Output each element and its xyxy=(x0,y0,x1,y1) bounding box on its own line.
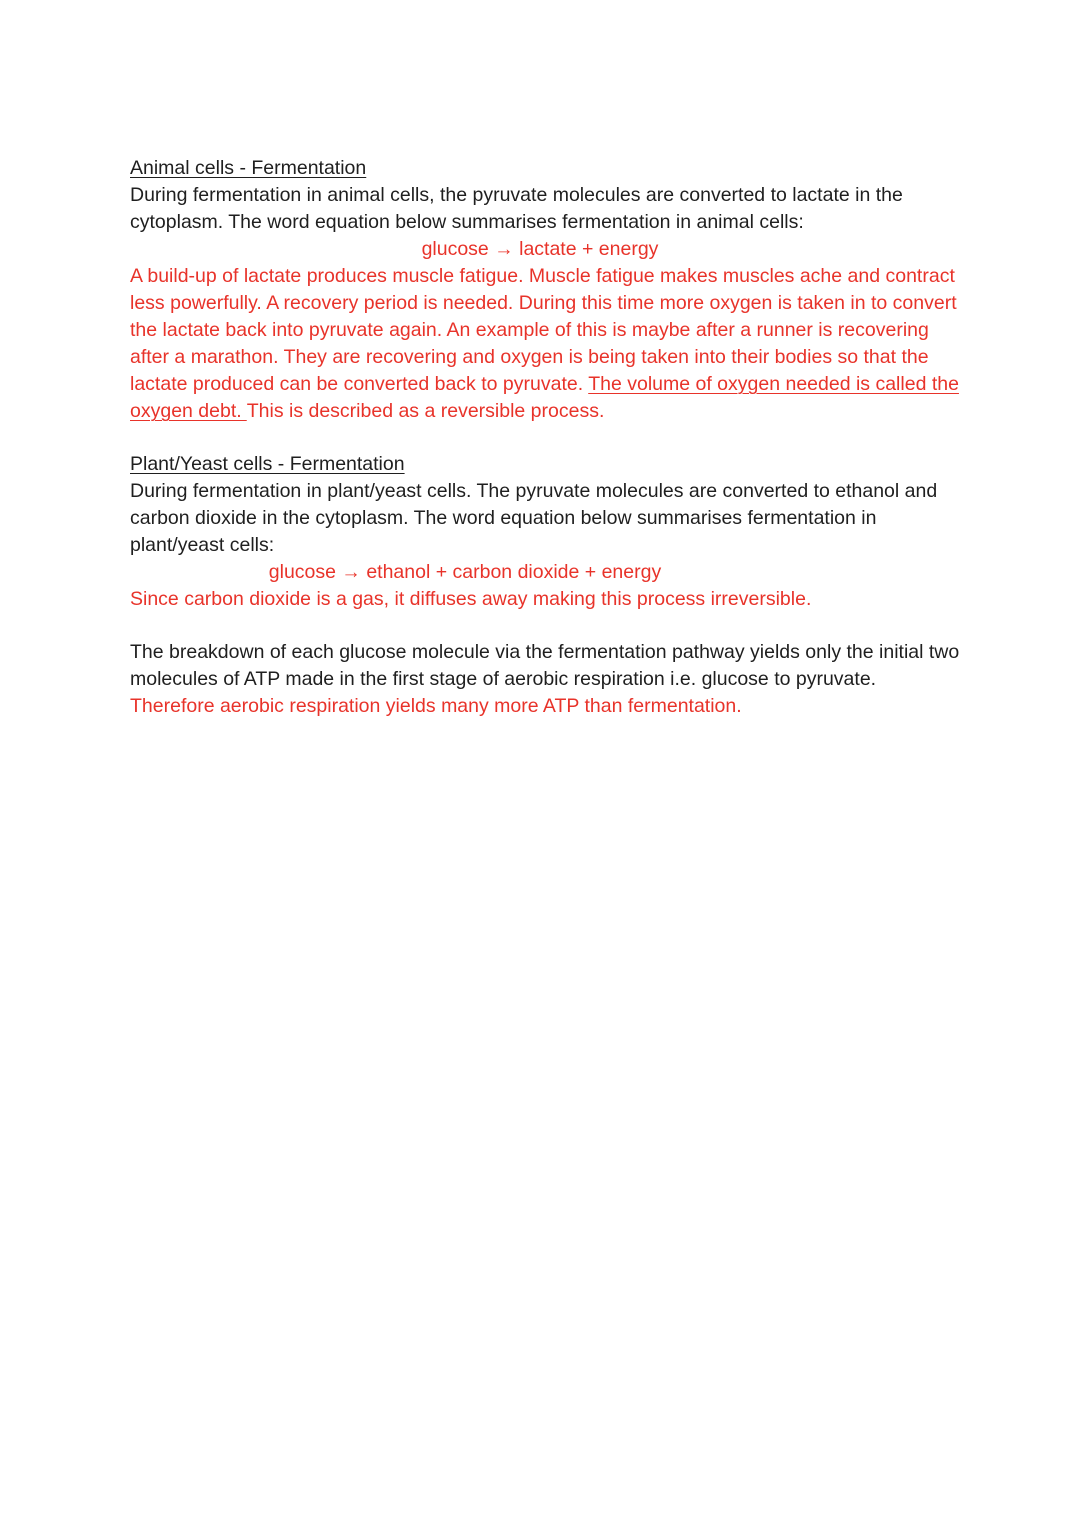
animal-section-heading: Animal cells - Fermentation xyxy=(130,157,367,179)
oxygen-debt-definition: The volume of oxygen needed is called the oxygen debt. xyxy=(130,373,959,422)
animal-intro-text: During fermentation in animal cells, the pyruvate molecules are converted to lactate in the cytoplasm. The word equation below summarises fermentation in animal cells: xyxy=(130,184,903,233)
plant-word-equation: glucose → ethanol + carbon dioxide + energy xyxy=(268,561,662,583)
section-spacer xyxy=(130,425,960,451)
reversible-process-text: This is described as a reversible process. xyxy=(246,400,605,422)
plant-section-heading: Plant/Yeast cells - Fermentation xyxy=(130,453,405,475)
animal-fermentation-section xyxy=(130,155,960,425)
plant-fermentation-section xyxy=(130,451,960,613)
plant-body-text: Since carbon dioxide is a gas, it diffuses away making this process irreversible. xyxy=(130,588,812,610)
summary-conclusion: Therefore aerobic respiration yields many more ATP than fermentation. xyxy=(130,695,742,717)
animal-body-text: A build-up of lactate produces muscle fatigue. Muscle fatigue makes muscles ache and contract less powerfully. A recovery period is needed. During this time more oxygen is taken in to convert the lactate back into pyruvate again. An example of this is maybe after a runner is recovering after a marathon. They are recovering and oxygen is being taken into their bodies so that the lactate produced can be converted back to pyruvate. xyxy=(130,265,957,395)
document-page xyxy=(130,155,960,720)
summary-text: The breakdown of each glucose molecule via the fermentation pathway yields only the initial two molecules of ATP made in the first stage of aerobic respiration i.e. glucose to pyruvate. xyxy=(130,641,960,690)
section-spacer xyxy=(130,613,960,639)
animal-word-equation: glucose → lactate + energy xyxy=(421,238,659,260)
plant-intro-text: During fermentation in plant/yeast cells. The pyruvate molecules are converted to ethanol and carbon dioxide in the cytoplasm. The word equation below summarises fermentation in plant/yeast cells: xyxy=(130,480,938,556)
summary-section xyxy=(130,639,960,720)
animal-explanation xyxy=(130,263,960,425)
summary-paragraph xyxy=(130,639,960,720)
